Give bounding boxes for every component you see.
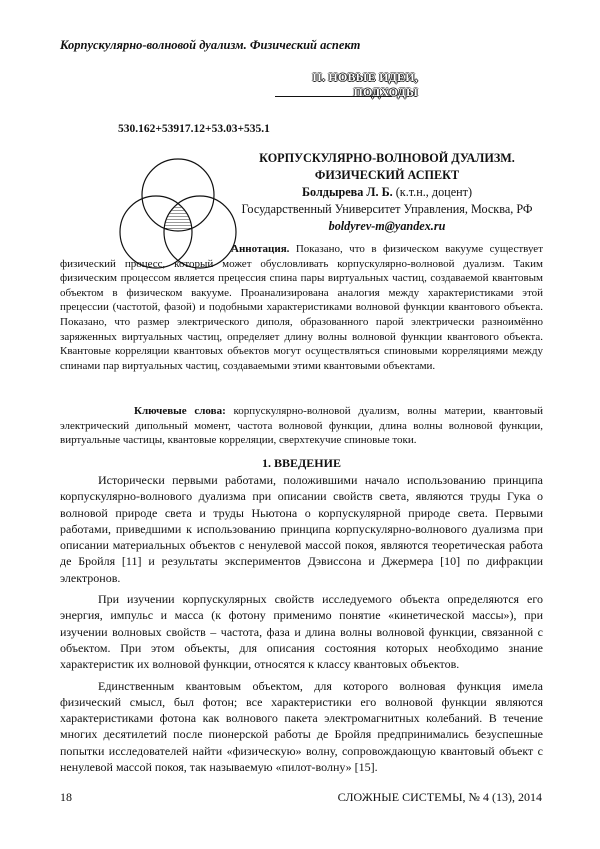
keywords-text: корпускулярно-волновой дуализм, волны материи, квантовый электрический дипольный момент, частота волновой функции, длина волны волновой функции, виртуальные частицы, квантовые корреляции, сверхтекучие спиновые токи. [60,405,544,447]
author-degree: (к.т.н., доцент) [392,185,473,199]
body-text [60,472,543,780]
author-name: Болдырева Л. Б. [301,185,393,199]
abstract [60,242,543,373]
article-title-line1: КОРПУСКУЛЯРНО-ВОЛНОВОЙ ДУАЛИЗМ. [259,151,515,165]
udc-code: 530.162+53917.12+53.03+535.1 [118,123,270,135]
page-number: 18 [60,790,72,804]
keywords-label: Ключевые слова: [134,405,226,417]
paragraph: Единственным квантовым объектом, для которого волновая функция имела физический смысл, был фотон; все характеристики его волновой функции являются характеристиками фотона как волнового пакета электромагнитных колебаний. В течение многих десятилетий после пионерской работы де Бройля предпринимались безуспешные попытки исследователей найти «физическую» волну, сопровождающую квантовый объект с ненулевой массой покоя, так называемую «пилот-волну» [15]. [60,678,543,775]
author-email: boldyrev-m@yandex.ru [328,219,446,233]
title-block [228,150,546,235]
journal-footer: СЛОЖНЫЕ СИСТЕМЫ, № 4 (13), 2014 [337,790,542,804]
running-head: Корпускулярно-волновой дуализм. Физический аспект [60,38,361,52]
article-title-line2: ФИЗИЧЕСКИЙ АСПЕКТ [314,168,460,182]
author-line [228,184,546,201]
section-rule [275,96,392,97]
keywords [60,404,543,448]
affiliation: Государственный Университет Управления, Москва, РФ [241,202,533,216]
abstract-label: Аннотация. [231,243,290,255]
abstract-text: Показано, что в физическом вакууме существует физический процесс, который может обусловливать корпускулярно-волновой дуализм. Таким физическим процессом является прецессия спина пары виртуальных частиц, создаваемой квантовым объектом в физическом вакууме. Проанализирована аналогия между характеристиками этой прецессии (частотой, фазой) и подобными характеристиками волновой функции квантового объекта. Показано, что размер электрического диполя, образованного парой электрически разноимённо заряженных виртуальных частиц, определяет длину волны волновой функции квантового объекта. Квантовые корреляции квантовых объектов могут осуществляться спиновыми корреляциями между спинами пар виртуальных частиц, создаваемыми этими квантовыми объектами. [60,243,543,372]
section-heading: II. НОВЫЕ ИДЕИ, ПОДХОДЫ [312,70,418,99]
paragraph: При изучении корпускулярных свойств исследуемого объекта определяются его энергия, импульс и масса (к фотону применимо понятие «кинетической массы»), при изучении волновых свойств – частота, фаза и длина волны волновой функции, связанной с объектом. При этом объекты, для описания состояния которых необходимо знание характеристик их волновой функции, относятся к классу квантовых объектов. [60,592,543,672]
paragraph: Исторически первыми работами, положившими начало использованию принципа корпускулярно-волнового дуализма при описании свойств света, являются труды Гука о волновой природе света и труды Ньютона о корпускулярной природе света. Первыми работами, приведшими к использованию принципа корпускулярно-волнового дуализма при описании материальных объектов с ненулевой массой покоя, являются теоретическая работа де Бройля [11] и результаты экспериментов Дэвиссона и Джермера [10] по дифракции электронов. [60,473,543,585]
intro-heading: 1. ВВЕДЕНИЕ [262,456,341,470]
